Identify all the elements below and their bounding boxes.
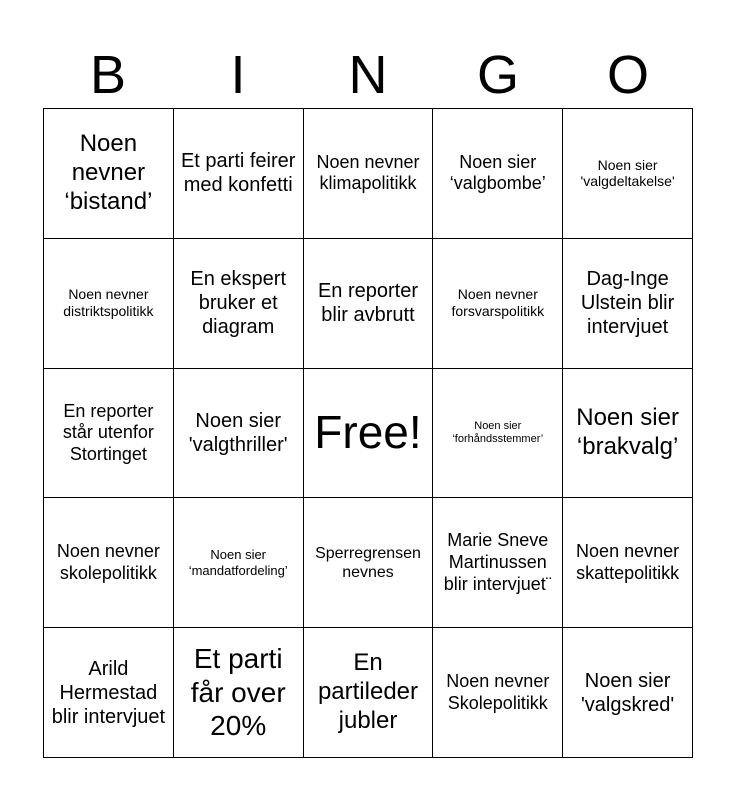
- bingo-cell[interactable]: En partileder jubler: [304, 628, 434, 758]
- bingo-cell[interactable]: Noen sier 'valgthriller': [174, 369, 304, 499]
- header-letter-g: G: [476, 45, 519, 105]
- bingo-cell[interactable]: Et parti får over 20%: [174, 628, 304, 758]
- bingo-cell[interactable]: En ekspert bruker et diagram: [174, 239, 304, 369]
- bingo-cell[interactable]: Noen sier 'valgdeltakelse': [563, 109, 693, 239]
- free-cell[interactable]: Free!: [304, 369, 434, 499]
- bingo-cell[interactable]: Sperregrensen nevnes: [304, 498, 434, 628]
- bingo-grid: [43, 108, 693, 758]
- bingo-cell[interactable]: Noen nevner klimapolitikk: [304, 109, 434, 239]
- bingo-cell[interactable]: Noen nevner ‘bistand’: [44, 109, 174, 239]
- bingo-cell[interactable]: Noen nevner skattepolitikk: [563, 498, 693, 628]
- bingo-cell[interactable]: Noen sier ‘valgbombe’: [433, 109, 563, 239]
- bingo-cell[interactable]: Et parti feirer med konfetti: [174, 109, 304, 239]
- bingo-cell[interactable]: Noen sier ‘mandatfordeling’: [174, 498, 304, 628]
- bingo-cell[interactable]: Marie Sneve Martinussen blir intervjuet¨: [433, 498, 563, 628]
- header-letter-o: O: [606, 45, 649, 105]
- bingo-cell[interactable]: Noen nevner distriktspolitikk: [44, 239, 174, 369]
- bingo-cell[interactable]: Noen nevner skolepolitikk: [44, 498, 174, 628]
- bingo-cell[interactable]: En reporter står utenfor Stortinget: [44, 369, 174, 499]
- bingo-cell[interactable]: Dag-Inge Ulstein blir intervjuet: [563, 239, 693, 369]
- bingo-cell[interactable]: Noen sier ‘brakvalg’: [563, 369, 693, 499]
- bingo-header: [43, 42, 693, 108]
- header-letter-n: N: [348, 45, 388, 105]
- bingo-cell[interactable]: En reporter blir avbrutt: [304, 239, 434, 369]
- header-letter-i: I: [230, 45, 246, 105]
- header-letter-b: B: [89, 45, 127, 105]
- bingo-cell[interactable]: Arild Hermestad blir intervjuet: [44, 628, 174, 758]
- bingo-cell[interactable]: Noen sier 'valgskred': [563, 628, 693, 758]
- bingo-cell[interactable]: Noen sier ‘forhåndsstemmer’: [433, 369, 563, 499]
- bingo-cell[interactable]: Noen nevner forsvarspolitikk: [433, 239, 563, 369]
- bingo-cell[interactable]: Noen nevner Skolepolitikk: [433, 628, 563, 758]
